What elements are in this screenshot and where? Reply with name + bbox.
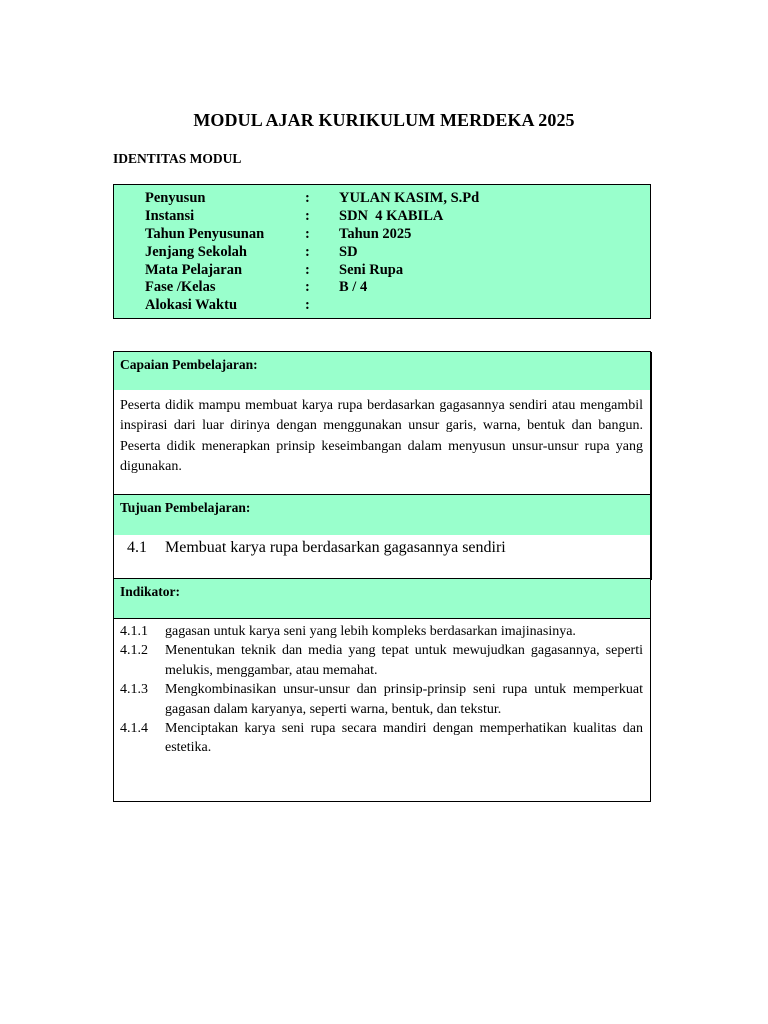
identity-separator: :	[305, 190, 310, 206]
section-title-identitas: IDENTITAS MODUL	[113, 151, 242, 166]
identity-label: Jenjang Sekolah	[145, 243, 247, 260]
tujuan-item-text: Membuat karya rupa berdasarkan gagasannya sendiri	[165, 539, 506, 556]
identity-label: Fase /Kelas	[145, 279, 216, 296]
indikator-item	[114, 641, 650, 680]
tujuan-item-number: 4.1	[127, 539, 147, 556]
identity-separator: :	[305, 297, 310, 314]
indikator-item-text: Mengkombinasikan unsur-unsur dan prinsip-prinsip seni rupa untuk memperkuat gagasan dalam karyanya, seperti warna, bentuk, dan tekstur.	[165, 682, 643, 717]
identity-label: Alokasi Waktu	[145, 297, 238, 314]
indikator-item-text: gagasan untuk karya seni yang lebih kompleks berdasarkan imajinasinya.	[165, 624, 576, 639]
identity-value: YULAN KASIM, S.Pd	[339, 190, 480, 206]
indikator-item-text: Menciptakan karya seni rupa secara mandiri dengan memperhatikan kualitas dan estetika.	[165, 721, 643, 756]
indikator-list	[114, 619, 650, 801]
identity-row-fase	[114, 279, 650, 297]
identity-row-jenjang	[114, 244, 650, 262]
identity-value: SDN 4 KABILA	[339, 207, 444, 224]
identity-label: Mata Pelajaran	[145, 261, 243, 278]
document-title: MODUL AJAR KURIKULUM MERDEKA 2025	[193, 110, 575, 130]
indikator-heading: Indikator:	[114, 579, 650, 618]
identity-label: Penyusun	[145, 190, 206, 206]
identity-separator: :	[305, 279, 310, 296]
identity-row-mapel	[114, 262, 650, 280]
indikator-item-number: 4.1.4	[120, 721, 148, 737]
capaian-heading: Capaian Pembelajaran:	[114, 352, 650, 390]
identity-box	[113, 184, 651, 319]
identity-value: B / 4	[339, 279, 368, 296]
identity-label: Tahun Penyusunan	[145, 225, 265, 242]
indikator-item-number: 4.1.2	[120, 643, 148, 659]
indikator-item	[114, 622, 650, 641]
indikator-item-number: 4.1.3	[120, 682, 148, 698]
identity-label: Instansi	[145, 207, 195, 224]
capaian-body	[114, 390, 650, 494]
identity-separator: :	[305, 243, 310, 260]
identity-value: SD	[339, 243, 358, 260]
capaian-text: Peserta didik mampu membuat karya rupa berdasarkan gagasannya sendiri atau mengambil inspirasi dari luar dirinya dengan menggunakan unsur garis, warna, bentuk dan bangun. Peserta didik menerapkan prinsip keseimbangan dalam menyusun unsur-unsur rupa yang digunakan.	[120, 398, 643, 474]
tujuan-item	[114, 536, 650, 560]
identity-row-penyusun	[114, 190, 650, 208]
tujuan-body	[114, 535, 650, 578]
identity-value: Seni Rupa	[339, 261, 404, 278]
identity-row-alokasi	[114, 297, 650, 315]
indikator-item-number: 4.1.1	[120, 624, 148, 639]
learning-table	[113, 351, 651, 802]
identity-row-tahun	[114, 226, 650, 244]
identity-row-instansi	[114, 208, 650, 226]
identity-separator: :	[305, 225, 310, 242]
indikator-item	[114, 680, 650, 719]
indikator-item-text: Menentukan teknik dan media yang tepat untuk mewujudkan gagasannya, seperti melukis, menggambar, atau memahat.	[165, 643, 643, 678]
identity-value: Tahun 2025	[339, 225, 412, 242]
identity-separator: :	[305, 207, 310, 224]
indikator-item	[114, 719, 650, 758]
tujuan-heading: Tujuan Pembelajaran:	[114, 495, 650, 535]
identity-separator: :	[305, 261, 310, 278]
table-border-accent	[650, 352, 652, 580]
